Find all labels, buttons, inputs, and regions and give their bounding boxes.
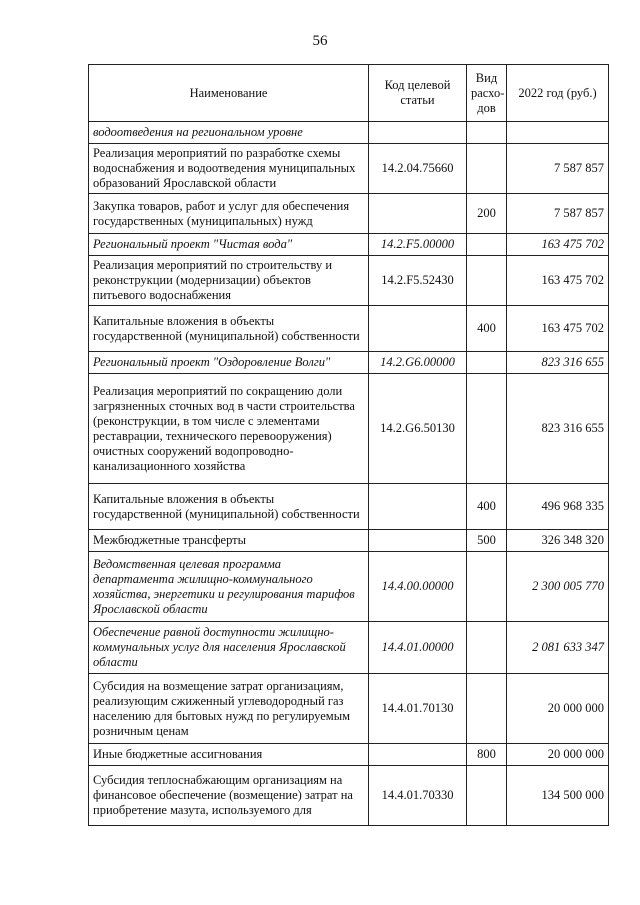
row-amount: 496 968 335 [507,484,609,530]
row-code [369,484,467,530]
row-type [467,552,507,622]
row-code [369,744,467,766]
row-name: Субсидия на возмещение затрат организациям, реализующим сжиженный углеводородный газ населению для бытовых нужд по регулируемым розничным ценам [89,674,369,744]
table-row [89,766,609,826]
row-amount: 163 475 702 [507,234,609,256]
row-amount: 163 475 702 [507,256,609,306]
row-type: 400 [467,306,507,352]
row-code: 14.4.01.00000 [369,622,467,674]
table-row [89,744,609,766]
row-name: Ведомственная целевая программа департамента жилищно-коммунального хозяйства, энергетики и регулирования тарифов Ярославской области [89,552,369,622]
row-type [467,122,507,144]
table-body [89,122,609,826]
row-name: Межбюджетные трансферты [89,530,369,552]
row-name: Реализация мероприятий по сокращению доли загрязненных сточных вод в части строительства (реконструкции, в том числе с элементами реставрации, технического перевооружения) очистных сооружений водопроводно-канализационного хозяйства [89,374,369,484]
row-code: 14.2.F5.52430 [369,256,467,306]
row-code: 14.2.G6.50130 [369,374,467,484]
row-name: Капитальные вложения в объекты государственной (муниципальной) собственности [89,306,369,352]
table-row [89,306,609,352]
row-code [369,306,467,352]
budget-table [88,64,609,826]
row-type [467,374,507,484]
table-row [89,256,609,306]
row-amount: 2 300 005 770 [507,552,609,622]
row-name: Реализация мероприятий по разработке схемы водоснабжения и водоотведения муниципальных образований Ярославской области [89,144,369,194]
row-type: 800 [467,744,507,766]
row-code: 14.2.G6.00000 [369,352,467,374]
header-type: Вид расхо-дов [467,65,507,122]
row-type [467,352,507,374]
row-name: Региональный проект "Оздоровление Волги" [89,352,369,374]
table-header [89,65,609,122]
row-type [467,766,507,826]
row-amount: 20 000 000 [507,744,609,766]
table-row [89,552,609,622]
table-row [89,234,609,256]
table-row [89,674,609,744]
row-amount: 2 081 633 347 [507,622,609,674]
row-name: Субсидия теплоснабжающим организациям на финансовое обеспечение (возмещение) затрат на приобретение мазута, используемого для [89,766,369,826]
row-amount: 823 316 655 [507,352,609,374]
row-code: 14.4.01.70130 [369,674,467,744]
row-name: Реализация мероприятий по строительству и реконструкции (модернизации) объектов питьевого водоснабжения [89,256,369,306]
row-code: 14.2.04.75660 [369,144,467,194]
row-name: Закупка товаров, работ и услуг для обеспечения государственных (муниципальных) нужд [89,194,369,234]
page-number: 56 [312,33,328,49]
row-code [369,122,467,144]
row-type [467,256,507,306]
row-code: 14.4.00.00000 [369,552,467,622]
row-name: Иные бюджетные ассигнования [89,744,369,766]
header-amount: 2022 год (руб.) [507,65,609,122]
row-amount: 7 587 857 [507,194,609,234]
header-row [89,65,609,122]
row-code [369,194,467,234]
row-type [467,622,507,674]
row-name: Региональный проект "Чистая вода" [89,234,369,256]
row-type: 500 [467,530,507,552]
table-row [89,122,609,144]
table-row [89,484,609,530]
header-name: Наименование [89,65,369,122]
row-code [369,530,467,552]
row-type [467,234,507,256]
row-amount: 134 500 000 [507,766,609,826]
row-amount: 823 316 655 [507,374,609,484]
row-amount: 7 587 857 [507,144,609,194]
row-type: 200 [467,194,507,234]
table-row [89,144,609,194]
row-amount [507,122,609,144]
row-code: 14.2.F5.00000 [369,234,467,256]
row-name: Капитальные вложения в объекты государственной (муниципальной) собственности [89,484,369,530]
row-name: Обеспечение равной доступности жилищно-коммунальных услуг для населения Ярославской области [89,622,369,674]
table-row [89,622,609,674]
table-row [89,374,609,484]
table-row [89,530,609,552]
header-code: Код целевой статьи [369,65,467,122]
row-amount: 20 000 000 [507,674,609,744]
row-amount: 163 475 702 [507,306,609,352]
row-type [467,144,507,194]
row-code: 14.4.01.70330 [369,766,467,826]
row-type: 400 [467,484,507,530]
row-type [467,674,507,744]
row-name: водоотведения на региональном уровне [89,122,369,144]
table-row [89,352,609,374]
row-amount: 326 348 320 [507,530,609,552]
table-row [89,194,609,234]
